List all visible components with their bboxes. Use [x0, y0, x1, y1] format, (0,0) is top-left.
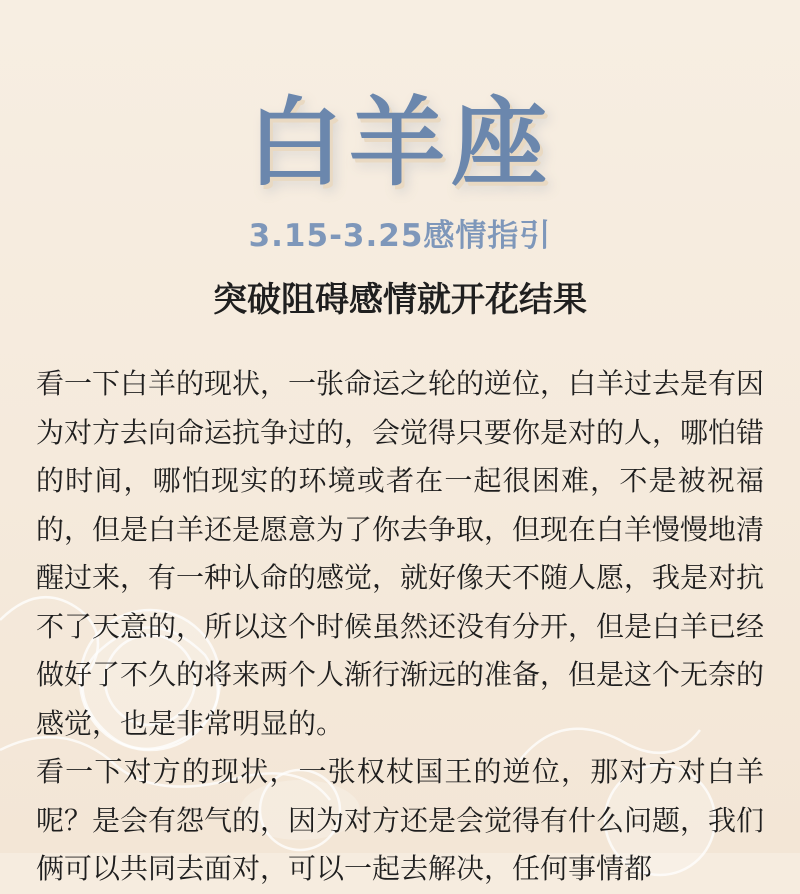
paragraph: 看一下对方的现状，一张权杖国王的逆位，那对方对白羊呢？是会有怨气的，因为对方还是会觉得有什么问题，我们俩可以共同去面对，可以一起去解决，任何事情都	[36, 755, 765, 885]
paragraph: 看一下白羊的现状，一张命运之轮的逆位，白羊过去是有因为对方去向命运抗争过的，会觉得只要你是对的人，哪怕错的时间，哪怕现实的环境或者在一起很困难，不是被祝福的，但是白羊还是愿意为了你去争取，但现在白羊慢慢地清醒过来，有一种认命的感觉，就好像天不随人愿，我是对抗不了天意的，所以这个时候虽然还没有分开，但是白羊已经做好了不久的将来两个人渐行渐远的准备，但是这个无奈的感觉，也是非常明显的。	[36, 367, 765, 740]
headline: 突破阻碍感情就开花结果	[213, 280, 587, 320]
article-body	[36, 360, 764, 894]
page-title: 白羊座	[247, 86, 553, 199]
date-range-subtitle: 3.15-3.25感情指引	[248, 218, 552, 254]
